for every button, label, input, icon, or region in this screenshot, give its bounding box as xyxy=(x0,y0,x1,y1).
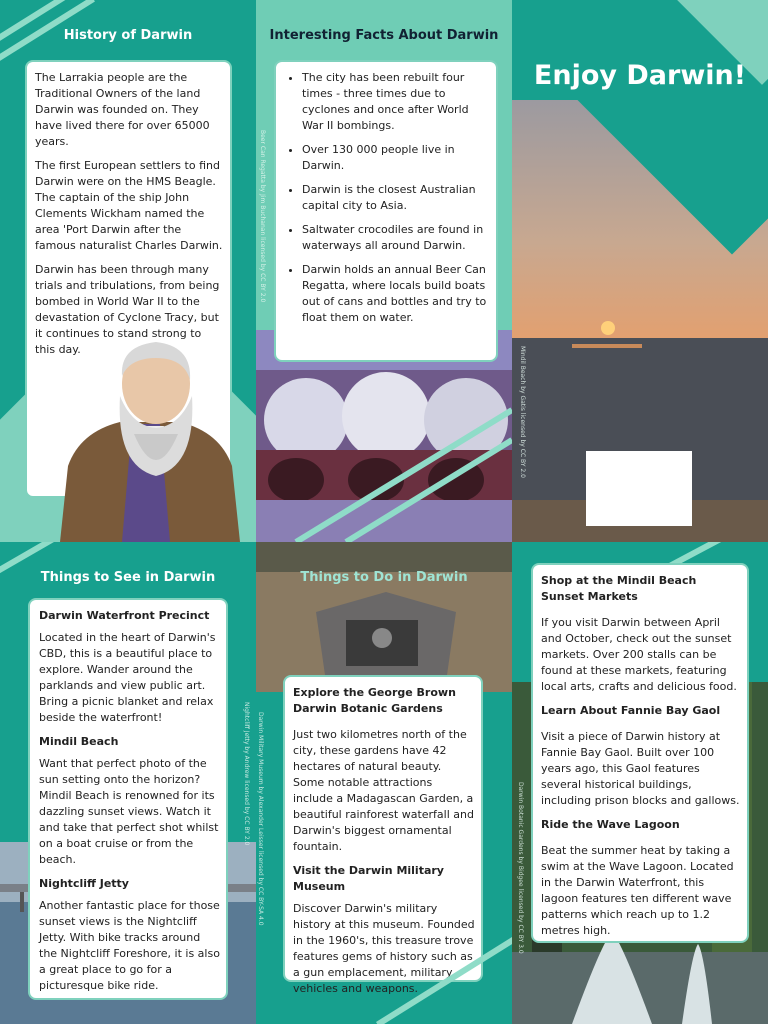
section-title: Darwin Waterfront Precinct xyxy=(39,609,210,622)
section-body: If you visit Darwin between April and October, check out the sunset markets. Over 200 stalls can be found at these markets, featuring local arts, crafts and delicious food. xyxy=(541,616,737,693)
panel-heading: History of Darwin xyxy=(63,28,193,43)
photo-credit: Beer Can Regatta by Jim Buchanan licensed by CC BY 2.0 xyxy=(259,130,266,303)
panel-things-to-see xyxy=(0,542,256,1024)
section-body: Just two kilometres north of the city, these gardens have 42 hectares of natural beauty. Some notable attractions include a Madagascan Garden, a beautiful rainforest waterfall and Darwin's biggest ornamental fountain. xyxy=(293,728,474,853)
photo-credit: Darwin Botanic Gardens by Bidgee licensed by CC BY 3.0 xyxy=(517,782,524,954)
photo-credit: Mindil Beach by Gatis licensed by CC BY 2.0 xyxy=(519,346,526,478)
panel-facts xyxy=(256,0,512,542)
fact-item: • The city has been rebuilt four times - three times due to cyclones and once after World War II bombings. xyxy=(302,70,488,134)
cover-title: Enjoy Darwin! xyxy=(533,60,747,91)
fact-item: • Darwin holds an annual Beer Can Regatta, where locals build boats out of cans and bottles and try to float them on water. xyxy=(302,262,488,326)
section-title: Ride the Wave Lagoon xyxy=(541,818,680,831)
section-body: Another fantastic place for those sunset views is the Nightcliff Jetty. With bike tracks around the Nightcliff Foreshore, it is also a great place to go for a picturesque bike ride. xyxy=(39,899,220,992)
panel-things-to-do xyxy=(256,542,512,1024)
section-body: Visit a piece of Darwin history at Fannie Bay Gaol. Built over 100 years ago, this Gaol features several historical buildings, including prison blocks and gallows. xyxy=(541,730,740,807)
section-title: Mindil Beach xyxy=(39,735,119,748)
activities-card xyxy=(531,563,749,943)
section-title: Shop at the Mindil Beach Sunset Markets xyxy=(541,574,697,603)
fact-item: • Over 130 000 people live in Darwin. xyxy=(302,142,488,174)
facts-list xyxy=(276,70,488,326)
facts-card xyxy=(274,60,498,362)
history-paragraph: The Larrakia people are the Traditional Owners of the land Darwin was founded on. They have lived there for over 65000 years. xyxy=(35,71,210,148)
photo-credit: Darwin Military Museum by Alexander Leisser licensed by CC BY-SA 4.0 xyxy=(257,712,264,926)
section-body: Discover Darwin's military history at this museum. Founded in the 1960's, this treasure trove features gems of history such as a gun emplacement, military vehicles and weapons. xyxy=(293,902,475,995)
panel-cover xyxy=(512,0,768,542)
section-title: Learn About Fannie Bay Gaol xyxy=(541,704,721,717)
panel-more-activities xyxy=(512,542,768,1024)
military-museum-photo xyxy=(256,542,512,692)
history-paragraph: Darwin has been through many trials and tribulations, from being bombed in World War II to the devastation of Cyclone Tracy, but it continues to stand strong to this day. xyxy=(35,263,220,356)
see-card xyxy=(28,598,228,1000)
section-title: Visit the Darwin Military Museum xyxy=(293,864,444,893)
panel-heading: Interesting Facts About Darwin xyxy=(269,28,499,43)
fact-item: • Saltwater crocodiles are found in waterways all around Darwin. xyxy=(302,222,488,254)
section-body: Located in the heart of Darwin's CBD, this is a beautiful place to explore. Wander around the parklands and view public art. Bring a picnic blanket and relax beside the waterfront! xyxy=(39,631,216,724)
section-title: Explore the George Brown Darwin Botanic Gardens xyxy=(293,686,456,715)
do-card xyxy=(283,675,483,995)
fact-item: • Darwin is the closest Australian capital city to Asia. xyxy=(302,182,488,214)
panel-history xyxy=(0,0,256,542)
section-body: Beat the summer heat by taking a swim at the Wave Lagoon. Located in the Darwin Waterfront, this lagoon features ten different wave patterns which reach up to 1.2 metres high. xyxy=(541,844,734,937)
charles-darwin-portrait xyxy=(60,336,240,542)
cover-logo-placeholder xyxy=(586,451,692,526)
photo-credit: Nightcliff Jetty by Andrew licensed by CC BY 2.0 xyxy=(243,702,250,846)
section-body: Want that perfect photo of the sun setting onto the horizon? Mindil Beach is renowned for its dazzling sunset views. Watch it and take that perfect shot whilst on a boat cruise or from the beach. xyxy=(39,757,219,866)
section-title: Nightcliff Jetty xyxy=(39,877,129,890)
panel-heading: Things to Do in Darwin xyxy=(300,570,468,585)
panel-heading: Things to See in Darwin xyxy=(40,570,216,585)
history-paragraph: The first European settlers to find Darwin were on the HMS Beagle. The captain of the ship John Clements Wickham named the area 'Port Darwin after the famous naturalist Charles Darwin. xyxy=(35,159,223,252)
